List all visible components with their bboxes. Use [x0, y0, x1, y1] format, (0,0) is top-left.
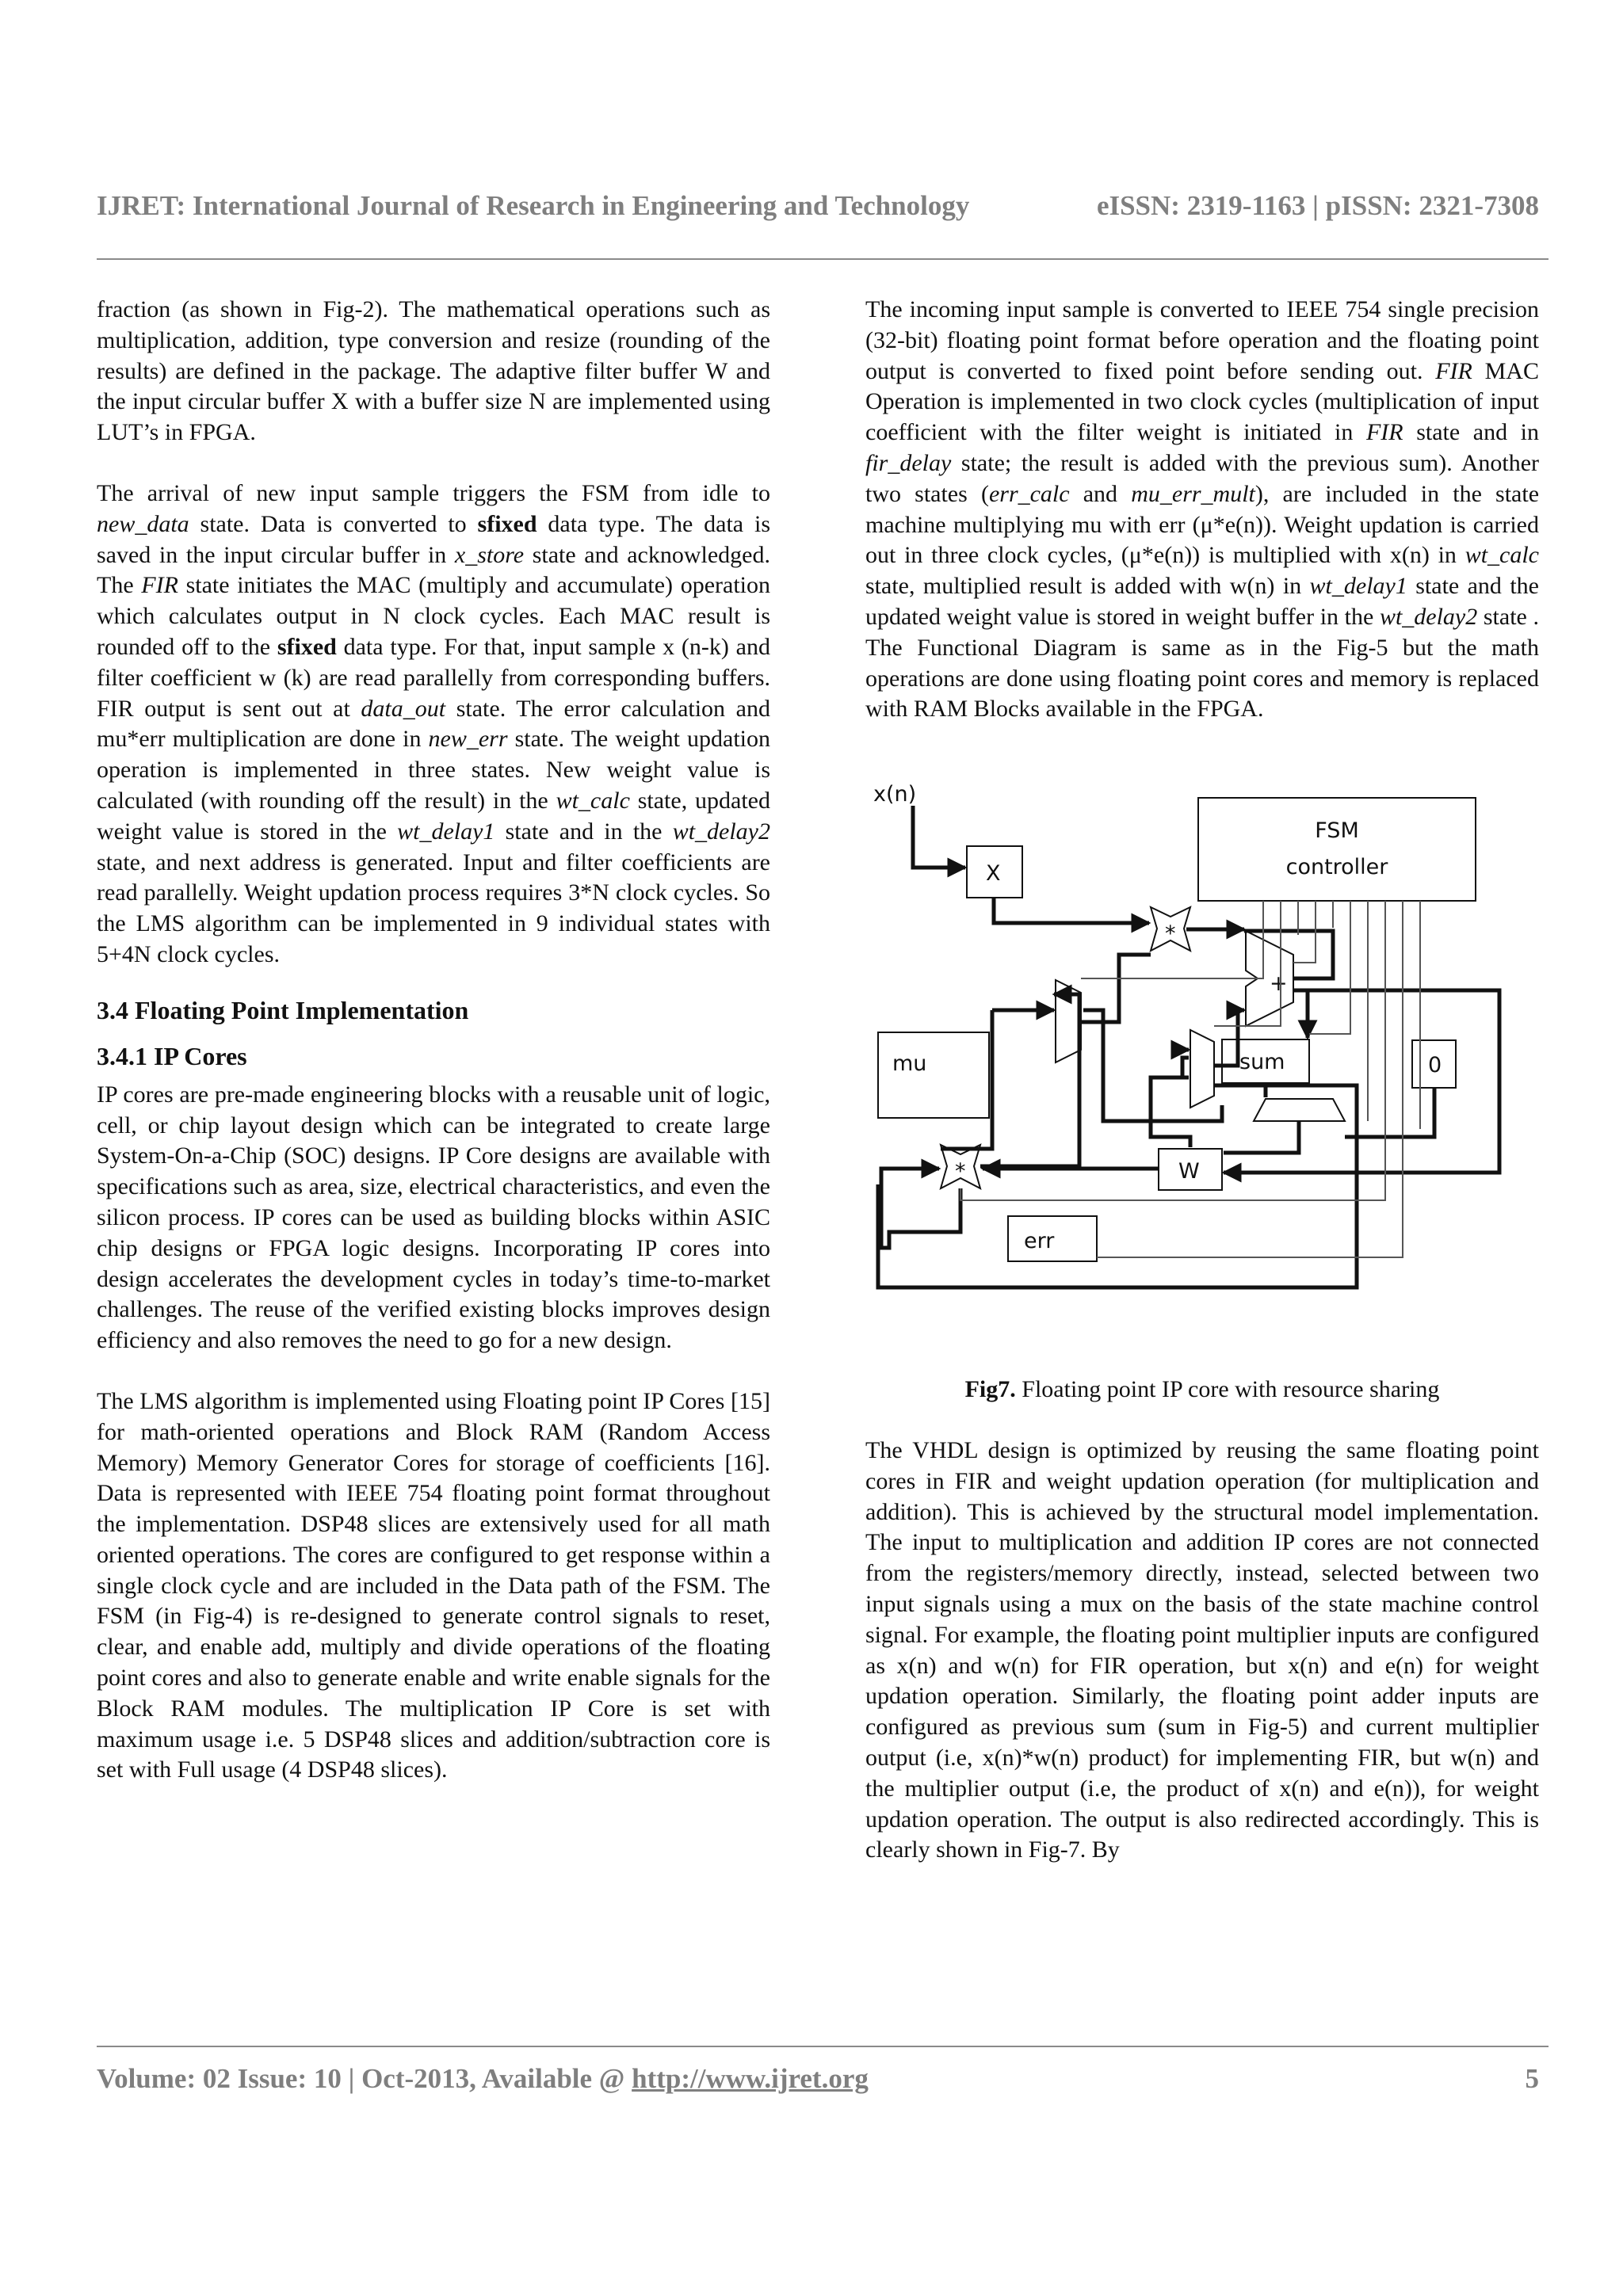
xn-label: x(n): [873, 782, 917, 807]
err-label: err: [1024, 1229, 1055, 1254]
mult-label-bottom: *: [955, 1159, 966, 1184]
fsm-controller-block: [1198, 798, 1476, 901]
w-label: W: [1178, 1159, 1200, 1184]
paragraph: The VHDL design is optimized by reusing the same floating point cores in FIR and weight updation operation (for multiplication and addition). This is achieved by the structural model implementation. The input to multiplication and addition IP cores are not connected from the registers/memory directly, instead, selected between two input signals using a mux on the basis of the state machine control signal. For example, the floating point multiplier inputs are configured as x(n) and w(n) for FIR operation, but x(n) and e(n) for weight updation operation. Similarly, the floating point adder inputs are configured as previous sum (sum in Fig-5) and current multiplier output (i.e, x(n)*w(n) product) for implementing FIR, but w(n) and the multiplier output (i.e, the product of x(n) and e(n)), for weight updation operation. The output is also redirected accordingly. This is clearly shown in Fig-7. By: [865, 1436, 1539, 1863]
block-diagram: [865, 772, 1539, 1375]
controller-label: controller: [1285, 855, 1388, 880]
paragraph: The LMS algorithm is implemented using Floating point IP Cores [15] for math-oriented operations and Block RAM (Random Access Memory) Memory Generator Cores for storage of coefficients [16]. Data is represented with IEEE 754 floating point format throughout the implementation. DSP48 slices are extensively used for all math oriented operations. The cores are configured to get response within a single clock cycle and are included in the Data path of the FSM. The FSM (in Fig-4) is re-designed to generate control signals to reset, clear, and enable add, multiply and divide operations of the floating point cores and also to generate enable and write enable signals for the Block RAM modules. The multiplication IP Core is set with maximum usage i.e. 5 DSP48 slices and addition/subtraction core is set with Full usage (4 DSP48 slices).: [97, 1387, 770, 1783]
journal-url-link[interactable]: http://www.ijret.org: [632, 2063, 869, 2094]
paragraph: The arrival of new input sample triggers the FSM from idle to new_data state. Data is converted to sfixed data type. The data is saved in the input circular buffer in x_store state and acknowledged. The FIR state initiates the MAC (multiply and accumulate) operation which calculates output in N clock cycles. Each MAC result is rounded off to the sfixed data type. For that, input sample x (n-k) and filter coefficient w (k) are read parallelly from corresponding buffers. FIR output is sent out at data_out state. The error calculation and mu*err multiplication are done in new_err state. The weight updation operation is implemented in three states. New weight value is calculated (with rounding off the result) in the wt_calc state, updated weight value is stored in the wt_delay1 state and in the wt_delay2 state, and next address is generated. Input and filter coefficients are read parallelly. Weight updation process requires 3*N clock cycles. So the LMS algorithm can be implemented in 9 individual states with 5+4N clock cycles.: [97, 479, 770, 967]
paragraph: IP cores are pre-made engineering blocks with a reusable unit of logic, cell, or chip layout design which can be integrated to create large System-On-a-Chip (SOC) designs. IP Core designs are available with specifications such as area, size, electrical characteristics, and even the silicon process. IP cores can be used as building blocks within ASIC chip designs or FPGA logic designs. Incorporating IP cores into design accelerates the development cycles in today’s time-to-market challenges. The reuse of the verified existing blocks improves design efficiency and also removes the need to go for a new design.: [97, 1081, 770, 1354]
fsm-label: FSM: [1315, 818, 1359, 844]
left-column: [97, 295, 770, 1786]
section-heading: 3.4 Floating Point Implementation: [97, 995, 469, 1024]
footer-volume: Volume: 02 Issue: 10 | Oct-2013, Available @ http://www.ijret.org: [97, 2063, 869, 2094]
right-column: [865, 295, 1539, 1866]
sum-label: sum: [1239, 1050, 1285, 1075]
figure-caption: Fig7. Floating point IP core with resource sharing: [964, 1376, 1440, 1403]
block-diagram-figure: [865, 772, 1539, 1375]
footer-rule: [97, 2046, 1549, 2047]
paragraph: fraction (as shown in Fig-2). The mathematical operations such as multiplication, addition, type conversion and resize (rounding of the results) are defined in the package. The adaptive filter buffer W and the input circular buffer X with a buffer size N are implemented using LUT’s in FPGA.: [97, 296, 770, 446]
mu-label: mu: [892, 1051, 927, 1077]
zero-label: 0: [1428, 1053, 1442, 1078]
page-number: 5: [1525, 2063, 1539, 2094]
paragraph: The incoming input sample is converted to IEEE 754 single precision (32-bit) floating point format before operation and the floating point output is converted to fixed point before sending out. FIR MAC Operation is implemented in two clock cycles (multiplication of input coefficient with the filter weight is initiated in FIR state and in fir_delay state; the result is added with the previous sum). Another two states (err_calc and mu_err_mult), are included in the state machine multiplying mu with err (μ*e(n)). Weight updation is carried out in three clock cycles, (μ*e(n)) is multiplied with x(n) in wt_calc state, multiplied result is added with w(n) in wt_delay1 state and the updated weight value is stored in weight buffer in the wt_delay2 state . The Functional Diagram is same as in the Fig-5 but the math operations are done using floating point cores and memory is replaced with RAM Blocks available in the FPGA.: [865, 296, 1540, 723]
subsection-heading: 3.4.1 IP Cores: [97, 1041, 247, 1070]
issn: eISSN: 2319-1163 | pISSN: 2321-7308: [1096, 190, 1539, 221]
add-label: +: [1270, 971, 1288, 997]
mux-3: [1254, 1099, 1345, 1121]
mult-label-top: *: [1165, 921, 1176, 947]
x-buffer-label: X: [986, 861, 1001, 887]
header-rule: [97, 258, 1549, 260]
journal-title: IJRET: International Journal of Research in Engineering and Technology: [97, 190, 970, 221]
mux-2: [1190, 1030, 1214, 1108]
